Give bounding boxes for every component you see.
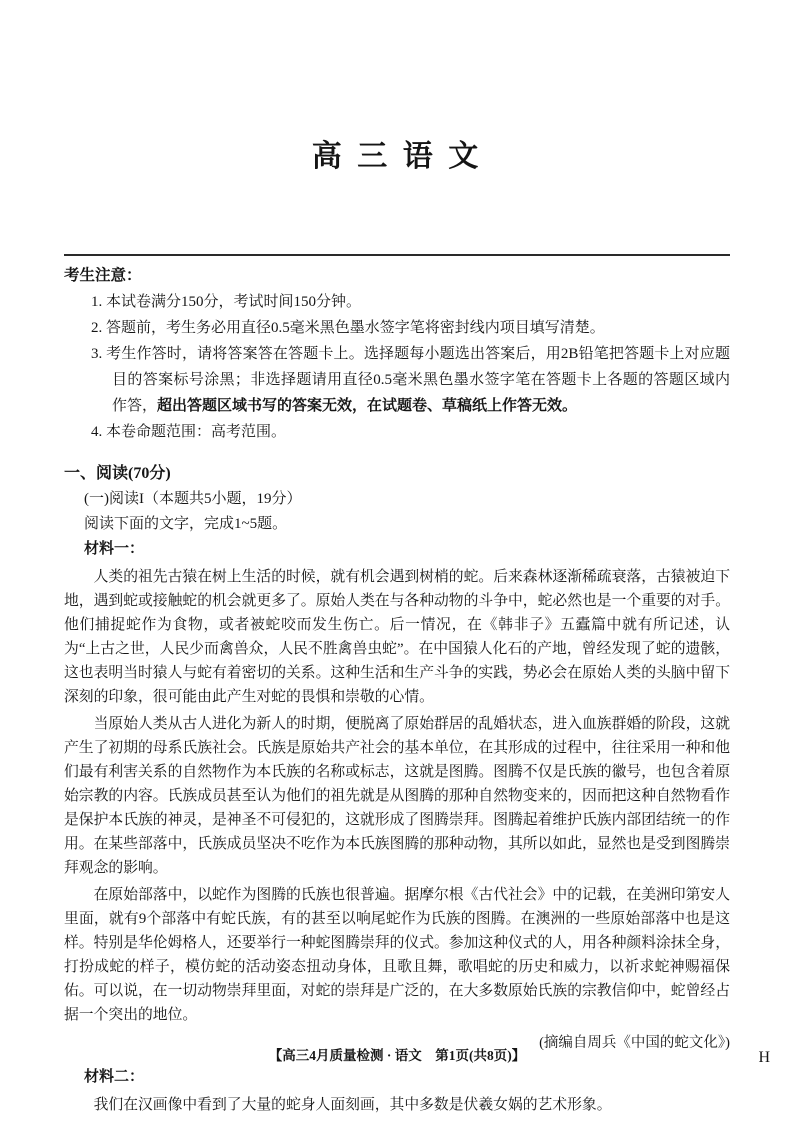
material-2-label: 材料二： bbox=[84, 1069, 145, 1085]
material-2-paragraph-1: 我们在汉画像中看到了大量的蛇身人面刻画，其中多数是伏羲女娲的艺术形象。 bbox=[93, 1097, 612, 1113]
material-1-label: 材料一： bbox=[84, 541, 145, 557]
notice-item-4: 4. 本卷命题范围：高考范围。 bbox=[91, 424, 287, 440]
section-heading-reading: 一、阅读(70分) bbox=[64, 465, 171, 482]
reading-section bbox=[64, 461, 730, 1117]
notice-section bbox=[64, 254, 730, 445]
subsection-heading-reading-1: (一)阅读I（本题共5小题，19分） bbox=[84, 491, 302, 507]
material-1-paragraph-3: 在原始部落中，以蛇作为图腾的氏族也很普遍。据摩尔根《古代社会》中的记载，在美洲印第安人里面，就有9个部落中有蛇氏族，有的甚至以响尾蛇作为氏族的图腾。在澳洲的一些原始部落中也是这样。特别是华伦姆格人，还要举行一种蛇图腾崇拜的仪式。参加这种仪式的人，用各种颜料涂抹全身，打扮成蛇的样子，模仿蛇的活动姿态扭动身体，且歌且舞，歌唱蛇的历史和威力，以祈求蛇神赐福保佑。可以说，在一切动物崇拜里面，对蛇的崇拜是广泛的，在大多数原始氏族的宗教信仰中，蛇曾经占据一个突出的地位。 bbox=[64, 887, 730, 1023]
material-1-paragraph-1: 人类的祖先古猿在树上生活的时候，就有机会遇到树梢的蛇。后来森林逐渐稀疏衰落，古猿被迫下地，遇到蛇或接触蛇的机会就更多了。原始人类在与各种动物的斗争中，蛇必然也是一个重要的对手。他们捕捉蛇作为食物，或者被蛇咬而发生伤亡。后一情况，在《韩非子》五蠹篇中就有所记述，认为“上古之世，人民少而禽兽众，人民不胜禽兽虫蛇”。在中国猿人化石的产地，曾经发现了蛇的遗骸，这也表明当时猿人与蛇有着密切的关系。这种生活和生产斗争的实践，势必会在原始人类的头脑中留下深刻的印象，很可能由此产生对蛇的畏惧和崇敬的心情。 bbox=[64, 569, 730, 705]
notice-item-2: 2. 答题前，考生务必用直径0.5毫米黑色墨水签字笔将密封线内项目填写清楚。 bbox=[91, 320, 605, 336]
notice-heading: 考生注意： bbox=[64, 267, 142, 284]
page-footer-text: 【高三4月质量检测 · 语文 第1页(共8页)】 bbox=[268, 1048, 526, 1063]
page-title: 高 三 语 文 bbox=[311, 140, 483, 173]
reading-instruction: 阅读下面的文字，完成1~5题。 bbox=[84, 516, 288, 532]
notice-item-1: 1. 本试卷满分150分，考试时间150分钟。 bbox=[91, 294, 362, 310]
corner-letter: H bbox=[758, 1049, 770, 1066]
notice-item-3-text: 3. 考生作答时，请将答案答在答题卡上。选择题每小题选出答案后，用2B铅笔把答题卡上对应题目的答案标号涂黑；非选择题请用直径0.5毫米黑色墨水签字笔在答题卡上各题的答题区域内作答， bbox=[91, 346, 730, 414]
notice-item-3 bbox=[64, 341, 730, 419]
material-1-paragraph-2: 当原始人类从古人进化为新人的时期，便脱离了原始群居的乱婚状态，进入血族群婚的阶段，这就产生了初期的母系氏族社会。氏族是原始共产社会的基本单位，在其形成的过程中，往往采用一种和他们最有利害关系的自然物作为本氏族的名称或标志，这就是图腾。图腾不仅是氏族的徽号，也包含着原始宗教的内容。氏族成员甚至认为他们的祖先就是从图腾的那种自然物变来的，因而把这种自然物看作是保护本氏族的神灵，是神圣不可侵犯的，这就形成了图腾崇拜。图腾起着维护氏族内部团结统一的作用。在某些部落中，氏族成员坚决不吃作为本氏族图腾的那种动物，其所以如此，显然也是受到图腾崇拜观念的影响。 bbox=[64, 716, 730, 876]
material-1-attribution: (摘编自周兵《中国的蛇文化》) bbox=[539, 1035, 730, 1051]
notice-item-3-bold-text: 超出答题区域书写的答案无效，在试题卷、草稿纸上作答无效。 bbox=[157, 398, 578, 414]
